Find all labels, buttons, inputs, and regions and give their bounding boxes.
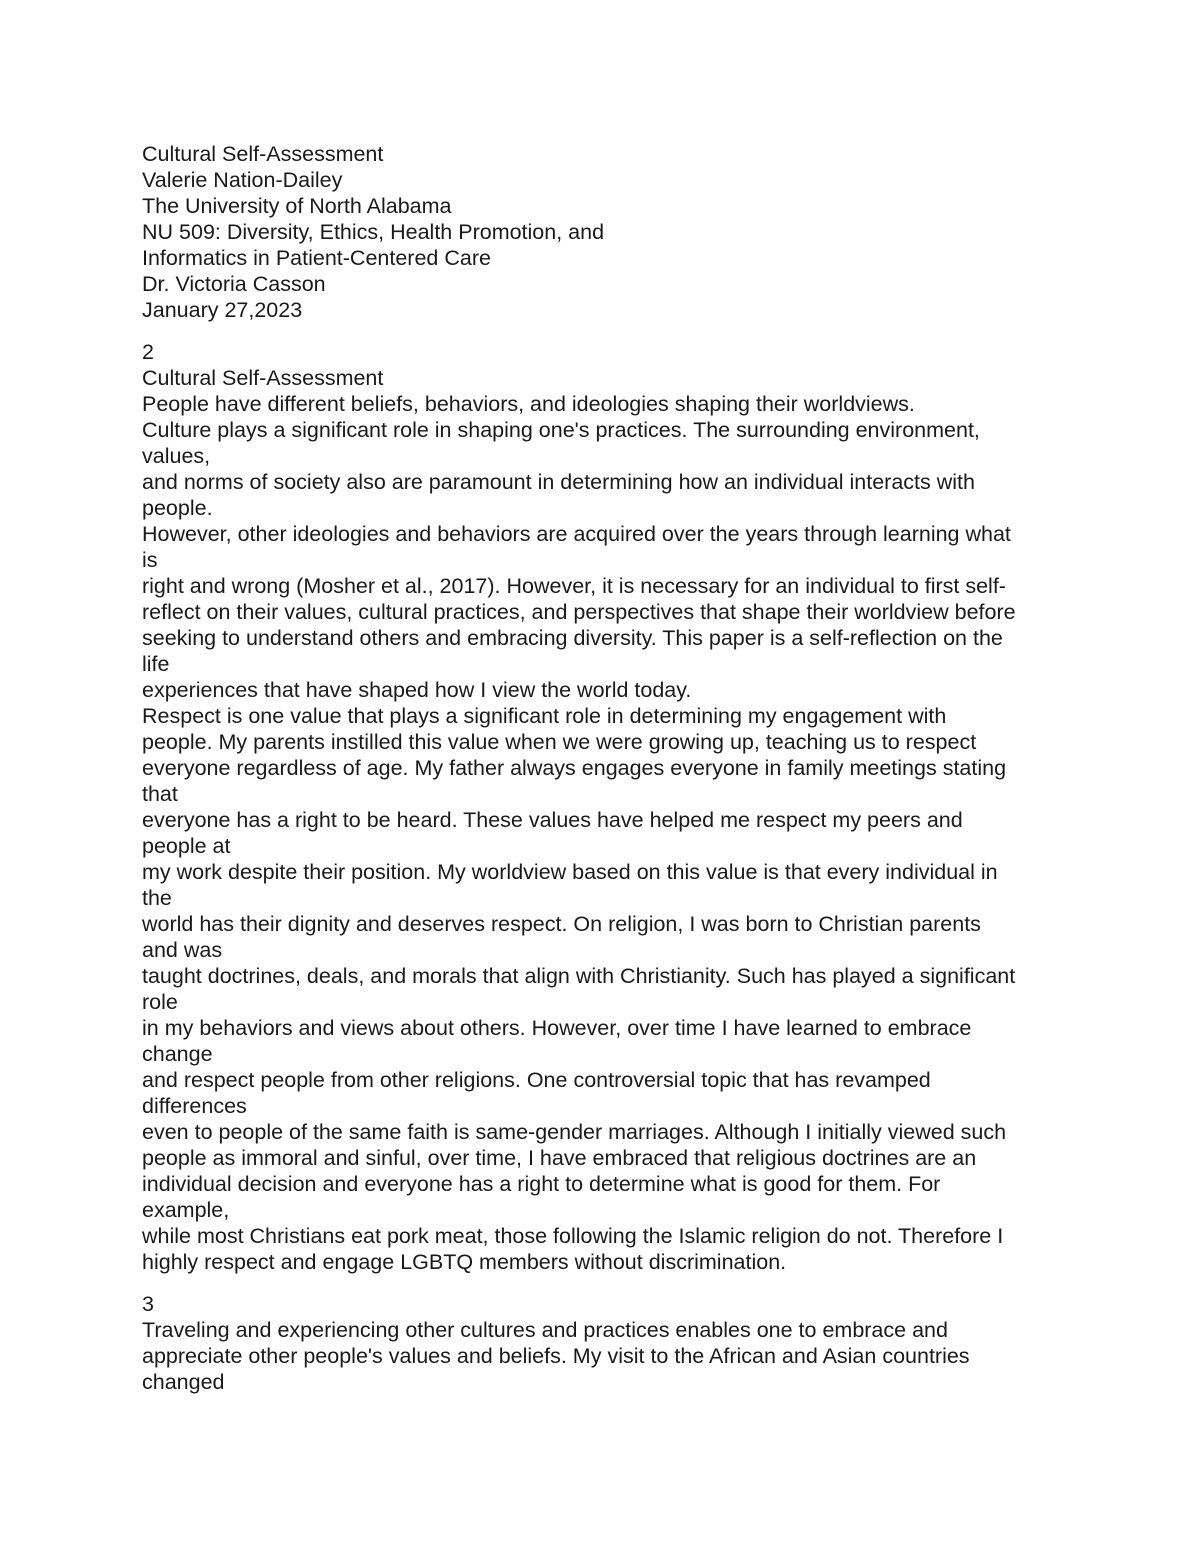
text-line: People have different beliefs, behaviors, and ideologies shaping their worldviews. <box>142 392 915 416</box>
text-line: my work despite their position. My worldview based on this value is that every individual in <box>142 860 998 884</box>
text-line: However, other ideologies and behaviors are acquired over the years through learning what <box>142 522 1011 546</box>
document-date: January 27,2023 <box>142 298 303 322</box>
text-line: seeking to understand others and embracing diversity. This paper is a self-reflection on the <box>142 626 1003 650</box>
text-line: and respect people from other religions. One controversial topic that has revamped <box>142 1068 931 1092</box>
text-line: even to people of the same faith is same-gender marriages. Although I initially viewed such <box>142 1120 1007 1144</box>
text-line: appreciate other people's values and beliefs. My visit to the African and Asian countries <box>142 1344 970 1368</box>
text-line: people. My parents instilled this value when we were growing up, teaching us to respect <box>142 730 977 754</box>
text-line: experiences that have shaped how I view the world today. <box>142 678 692 702</box>
text-line: role <box>142 990 178 1014</box>
text-line: people. <box>142 496 213 520</box>
text-line: values, <box>142 444 211 468</box>
text-line: Traveling and experiencing other cultures and practices enables one to embrace and <box>142 1318 948 1342</box>
text-line: that <box>142 782 178 806</box>
author-name: Valerie Nation-Dailey <box>142 168 343 192</box>
text-line: everyone has a right to be heard. These values have helped me respect my peers and <box>142 808 963 832</box>
page-number: 2 <box>142 340 154 364</box>
text-line: people at <box>142 834 231 858</box>
document-title: Cultural Self-Assessment <box>142 142 384 166</box>
course-line-2: Informatics in Patient-Centered Care <box>142 246 491 270</box>
text-line: change <box>142 1042 213 1066</box>
page-3-block <box>142 1291 1102 1395</box>
text-line: reflect on their values, cultural practices, and perspectives that shape their worldview before <box>142 600 1016 624</box>
text-line: Culture plays a significant role in shaping one's practices. The surrounding environment, <box>142 418 980 442</box>
institution: The University of North Alabama <box>142 194 452 218</box>
text-line: example, <box>142 1198 230 1222</box>
text-line: differences <box>142 1094 247 1118</box>
text-line: and norms of society also are paramount in determining how an individual interacts with <box>142 470 975 494</box>
text-line: everyone regardless of age. My father always engages everyone in family meetings stating <box>142 756 1007 780</box>
text-line: is <box>142 548 158 572</box>
text-line: life <box>142 652 170 676</box>
document-text <box>142 141 1102 1395</box>
text-line: in my behaviors and views about others. However, over time I have learned to embrace <box>142 1016 972 1040</box>
text-line: right and wrong (Mosher et al., 2017). However, it is necessary for an individual to first self- <box>142 574 1006 598</box>
text-line: taught doctrines, deals, and morals that align with Christianity. Such has played a significant <box>142 964 1016 988</box>
course-line-1: NU 509: Diversity, Ethics, Health Promotion, and <box>142 220 605 244</box>
page-number: 3 <box>142 1292 154 1316</box>
text-line: changed <box>142 1370 225 1394</box>
text-line: Respect is one value that plays a significant role in determining my engagement with <box>142 704 947 728</box>
text-line: while most Christians eat pork meat, those following the Islamic religion do not. Therefore I <box>142 1224 1004 1248</box>
text-line: the <box>142 886 172 910</box>
title-block <box>142 141 1102 323</box>
text-line: and was <box>142 938 223 962</box>
page-2-block <box>142 339 1102 1275</box>
text-line: people as immoral and sinful, over time, I have embraced that religious doctrines are an <box>142 1146 977 1170</box>
text-line: world has their dignity and deserves respect. On religion, I was born to Christian parents <box>142 912 981 936</box>
text-line: individual decision and everyone has a right to determine what is good for them. For <box>142 1172 941 1196</box>
instructor-name: Dr. Victoria Casson <box>142 272 326 296</box>
section-heading: Cultural Self-Assessment <box>142 366 384 390</box>
text-line: highly respect and engage LGBTQ members without discrimination. <box>142 1250 787 1274</box>
